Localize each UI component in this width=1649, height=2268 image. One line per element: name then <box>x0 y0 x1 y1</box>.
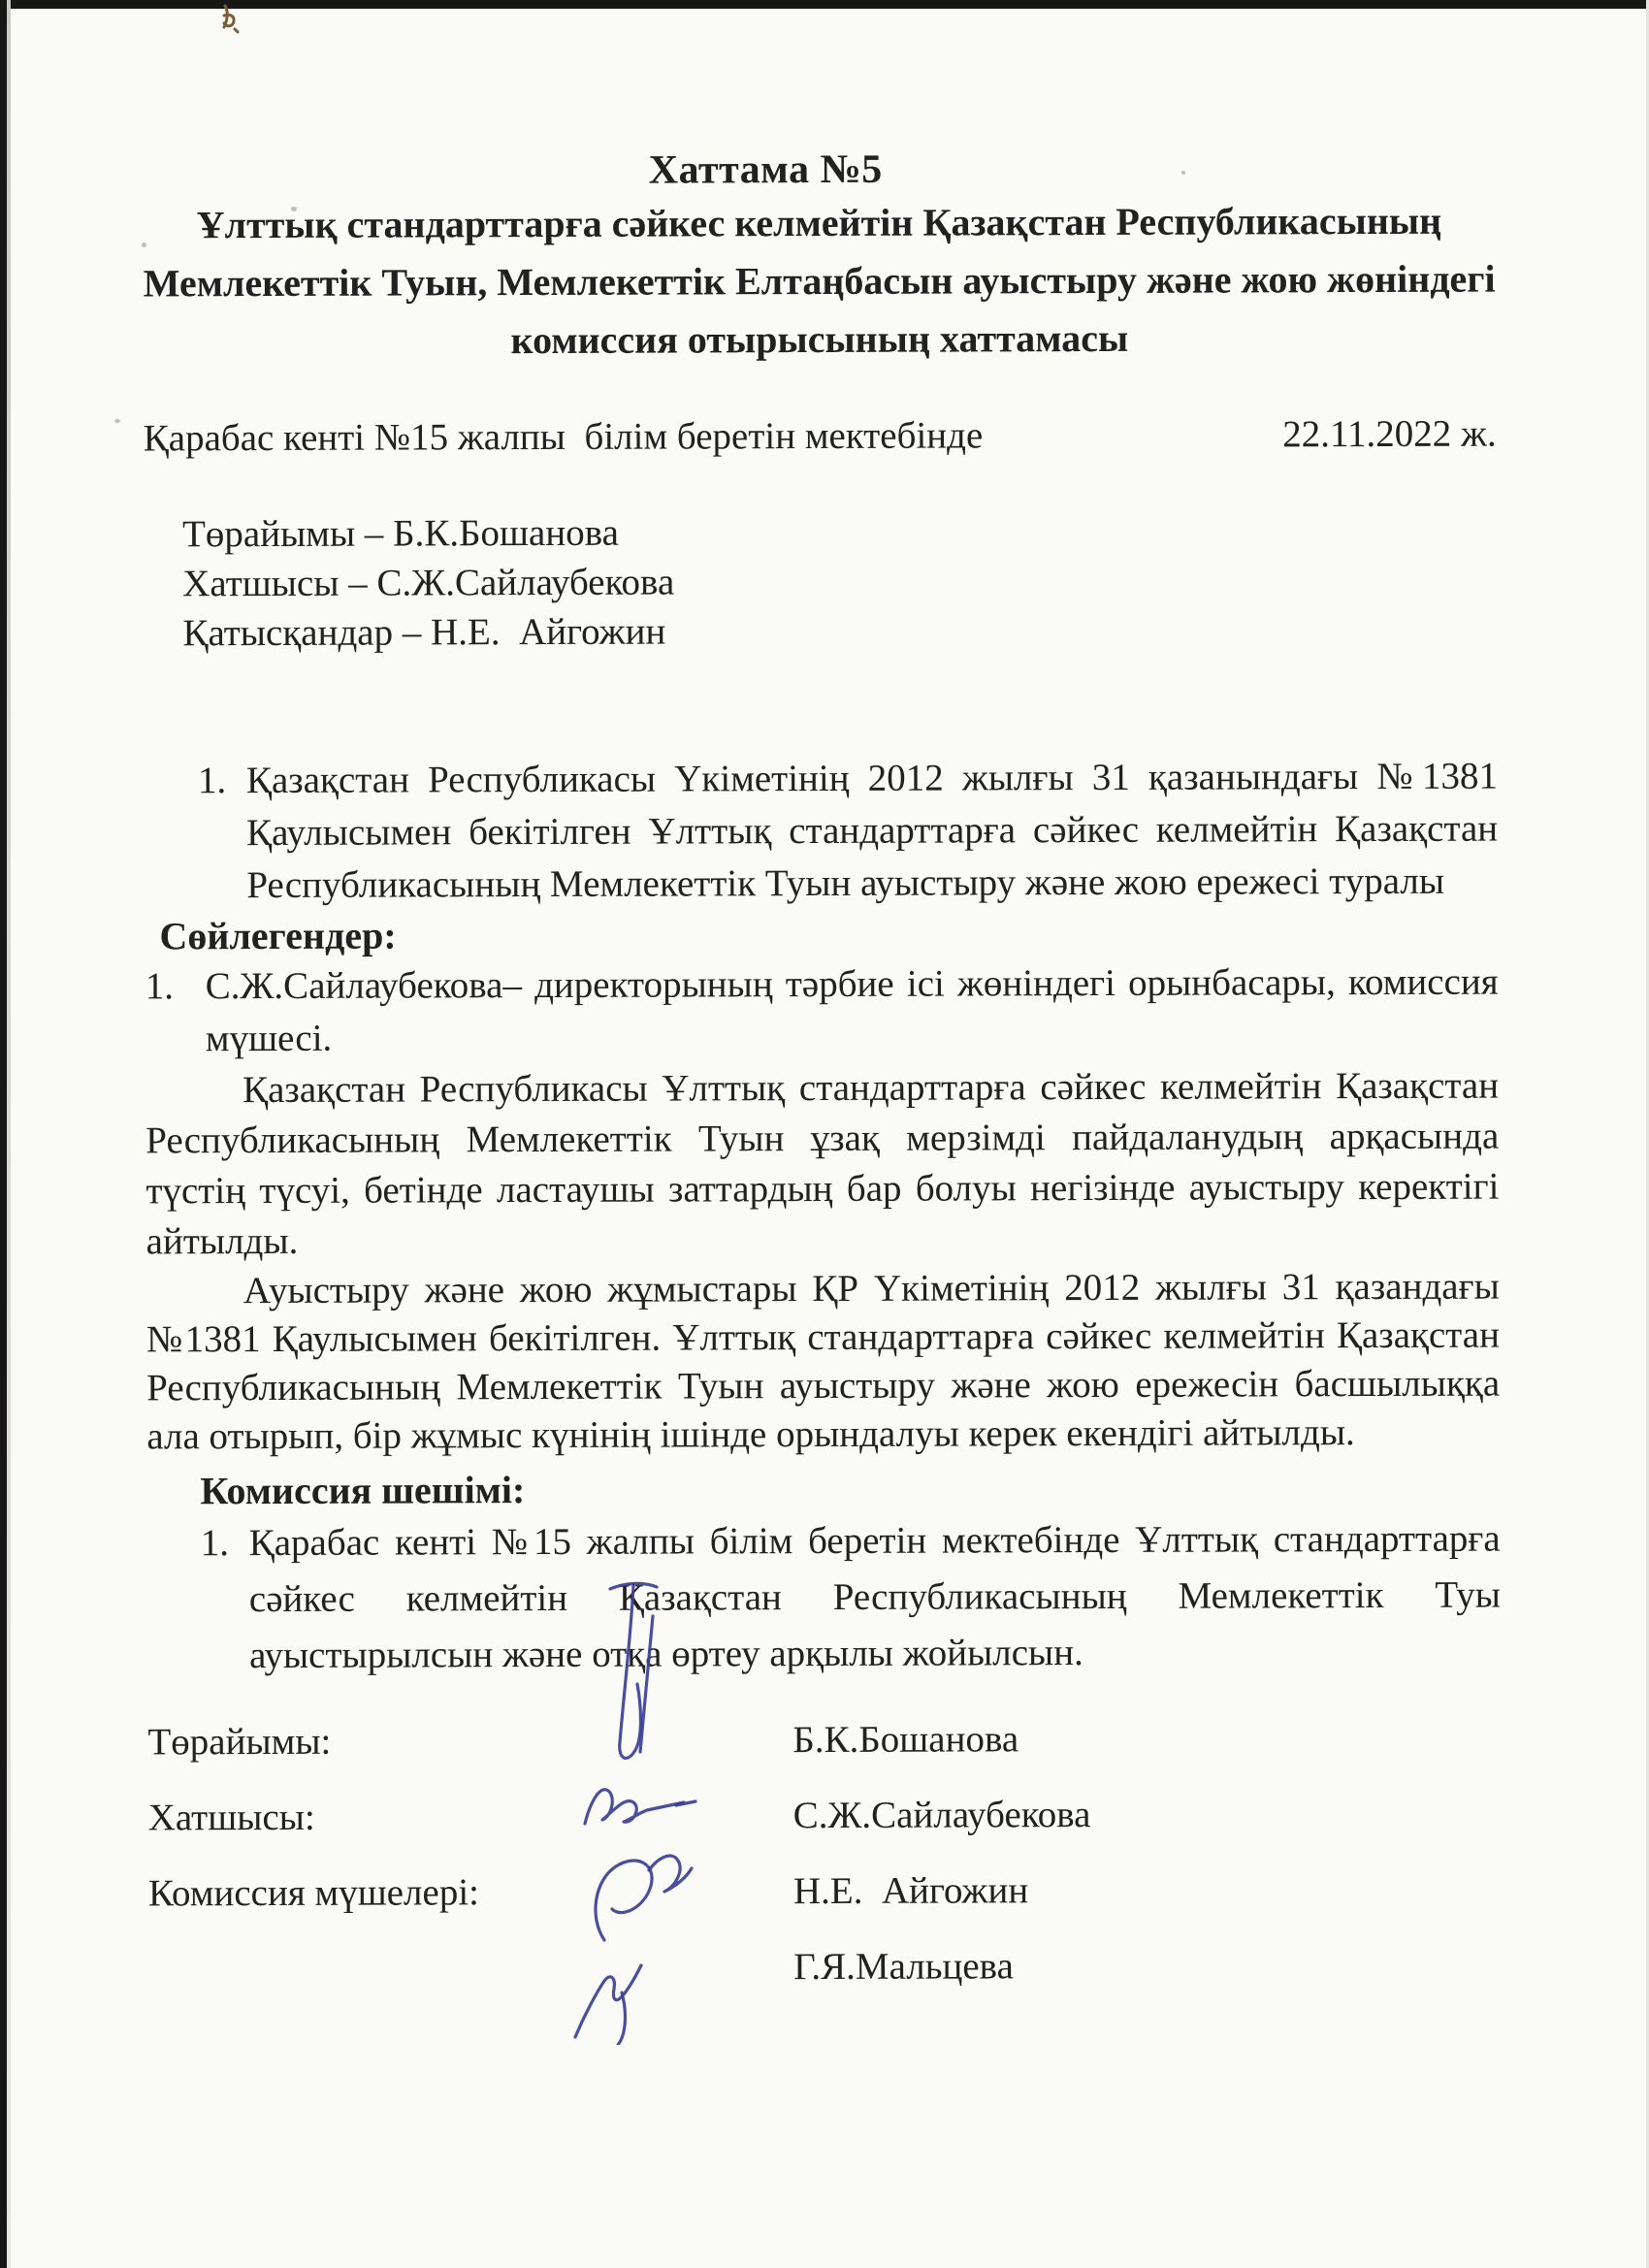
signature-label: Төрайымы: <box>147 1720 332 1763</box>
signature-name: С.Ж.Сайлаубекова <box>792 1793 1091 1836</box>
decision-section <box>147 1511 1502 1685</box>
agenda-item-number: 1. <box>197 760 227 802</box>
page-title: Хаттама №5 <box>648 146 883 193</box>
scan-left-edge-shadow <box>7 0 11 2268</box>
signature-row <box>147 1700 1501 1780</box>
document-subtitle: Ұлттық стандарттарға сәйкес келмейтін Қазақстан Республикасының Мемлекеттік Туын, Мемлекеттік Елтаңбасын ауыстыру және жою жөніндегі комиссия отырысының хаттамасы <box>143 198 1496 363</box>
signature-name: Н.Е. Айгожин <box>792 1868 1029 1912</box>
agenda-item <box>198 751 1499 913</box>
staple-mark <box>215 2 241 43</box>
signature-block <box>147 1700 1502 2007</box>
decision-item <box>201 1511 1502 1685</box>
agenda-item-text: Қазақстан Республикасы Үкіметінің 2012 жылғы 31 қазанындағы №1381 Қаулысымен бекітілген Ұлттық стандарттарға сәйкес келмейтін Қазақстан Республикасының Мемлекеттік Туын ауыстыру және жою ережесі туралы <box>245 755 1499 907</box>
speaker-item <box>146 956 1499 1066</box>
scan-speck <box>114 419 120 423</box>
agenda-section <box>145 751 1499 913</box>
body-paragraph: Ауыстыру және жою жұмыстары ҚР Үкіметінің 2012 жылғы 31 қазандағы №1381 Қаулысымен бекітілген. Ұлттық стандарттарға сәйкес келмейтін Қазақстан Республикасының Мемлекеттік Туын ауыстыру және жою ережесін басшылыққа ала отырып, бір жұмыс күнінің ішінде орындалуы керек екендігі айтылды. <box>146 1265 1501 1458</box>
scan-top-edge <box>0 0 1649 9</box>
signature-row <box>148 1775 1502 1856</box>
decision-item-text: Қарабас кенті №15 жалпы білім беретін мектебінде Ұлттық стандарттарға сәйкес келмейтін Қазақстан Республикасының Мемлекеттік Туы ауыстырылсын және отқа өртеу арқылы жойылсын. <box>248 1517 1501 1677</box>
roster-line-secretary: Хатшысы – С.Ж.Сайлаубекова <box>182 561 675 605</box>
signature-ink-member-2 <box>575 1965 641 2045</box>
signature-label: Хатшысы: <box>147 1796 315 1838</box>
handwritten-signatures-ink <box>529 1560 752 2045</box>
speaker-item-text: С.Ж.Сайлаубекова– директорының тәрбие ісі жөніндегі орынбасары, комиссия мүшесі. <box>205 960 1499 1060</box>
document-date: 22.11.2022 ж. <box>1282 412 1497 456</box>
document-body <box>143 144 1503 2007</box>
participants-roster <box>182 505 1498 659</box>
scan-left-edge <box>0 0 7 2268</box>
signature-label <box>148 1967 566 1969</box>
signature-row <box>148 1927 1502 2007</box>
decision-heading: Комиссия шешімі: <box>200 1468 526 1513</box>
location-text: Қарабас кенті №15 жалпы білім беретін мектебінде <box>143 414 984 460</box>
speakers-heading: Сөйлегендер: <box>159 913 397 958</box>
signature-label: Комиссия мүшелері: <box>147 1870 480 1914</box>
signature-name: Б.К.Бошанова <box>792 1717 1019 1761</box>
location-date-row <box>144 410 1497 464</box>
signature-name: Г.Я.Мальцева <box>793 1944 1014 1988</box>
speaker-item-number: 1. <box>145 965 175 1008</box>
body-paragraph: Қазақстан Республикасы Ұлттық стандарттарға сәйкес келмейтін Қазақстан Республикасының Мемлекеттік Туын ұзақ мерзімді пайдаланудың арқасында түстің түсуі, бетінде ластаушы заттардың бар болуы негізінде ауыстыру керектігі айтылды. <box>146 1064 1500 1263</box>
signature-ink-chair <box>610 1583 657 1758</box>
signature-ink-member-1 <box>596 1856 692 1940</box>
roster-line-attendees: Қатысқандар – Н.Е. Айгожин <box>182 610 666 655</box>
signature-row <box>148 1851 1502 1931</box>
signature-ink-secretary <box>585 1790 695 1824</box>
roster-line-chair: Төрайымы – Б.К.Бошанова <box>181 511 619 556</box>
decision-item-number: 1. <box>200 1522 230 1565</box>
